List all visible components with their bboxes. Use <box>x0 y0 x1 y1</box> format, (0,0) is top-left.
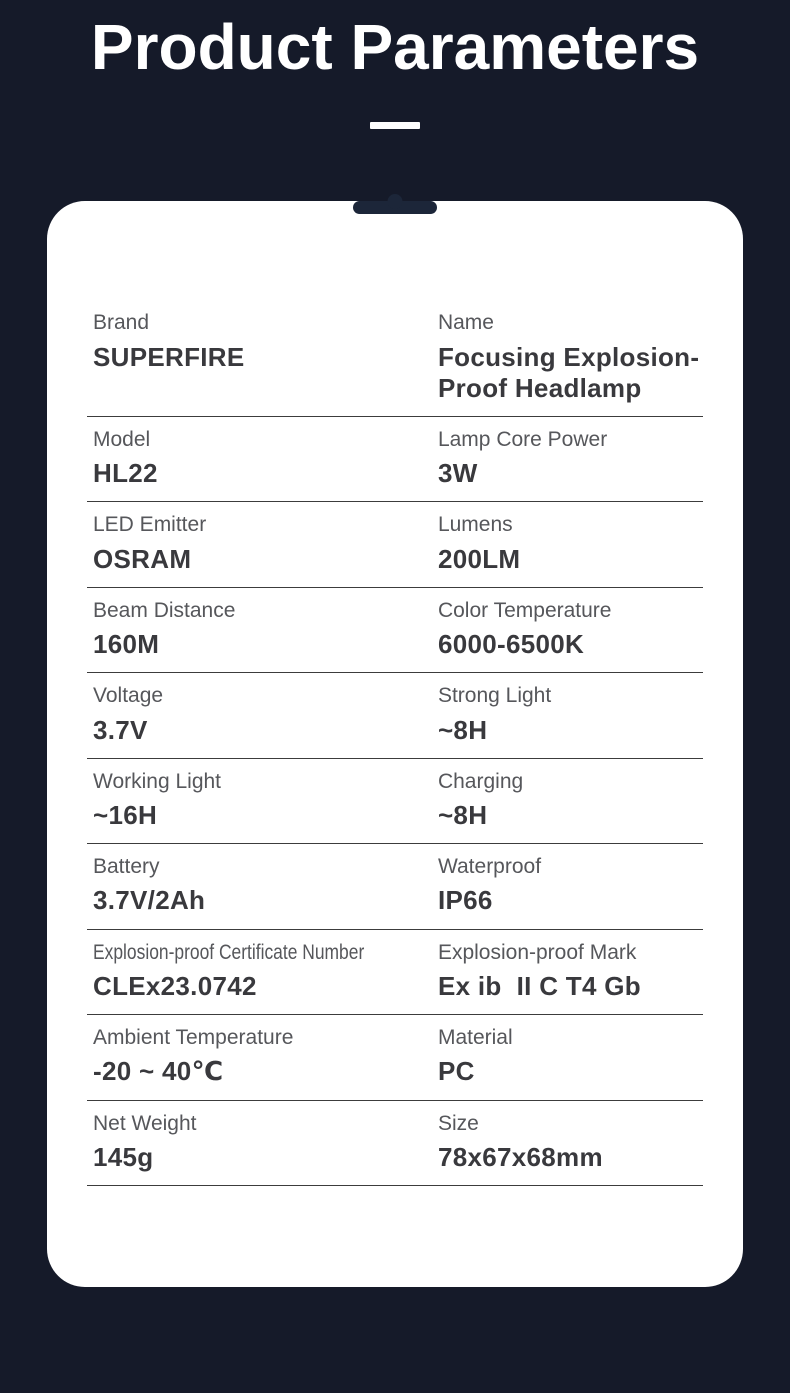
param-label: Explosion-proof Certificate Number <box>93 940 365 964</box>
table-row <box>87 1015 703 1100</box>
param-label: Model <box>93 428 151 452</box>
param-label: Ambient Temperature <box>93 1026 294 1050</box>
param-label: Strong Light <box>437 684 552 708</box>
param-cell <box>432 683 703 745</box>
param-cell <box>432 1111 703 1173</box>
param-cell <box>432 598 703 660</box>
param-cell <box>87 310 432 404</box>
param-value: 6000-6500K <box>437 629 585 660</box>
param-cell <box>87 940 432 1002</box>
param-value: Ex ib II C T4 Gb <box>437 970 641 1001</box>
param-value: PC <box>437 1056 475 1087</box>
table-row <box>87 930 703 1015</box>
param-label: Lamp Core Power <box>437 428 608 452</box>
table-row <box>87 759 703 844</box>
parameters-table <box>87 300 703 1186</box>
param-value: 78x67x68mm <box>437 1141 603 1172</box>
param-label: Name <box>437 311 494 335</box>
param-value: ~8H <box>437 800 488 831</box>
param-cell <box>87 427 432 489</box>
param-cell <box>87 769 432 831</box>
param-value: 3W <box>437 458 478 489</box>
param-cell <box>87 683 432 745</box>
param-value: OSRAM <box>93 543 192 574</box>
param-value: 3.7V/2Ah <box>93 885 206 916</box>
param-label: Explosion-proof Mark <box>437 940 637 964</box>
param-cell <box>432 854 703 916</box>
param-cell <box>87 1025 432 1087</box>
param-value: 160M <box>93 629 160 660</box>
param-value: CLEx23.0742 <box>93 970 257 1001</box>
title-underline <box>370 122 420 129</box>
param-label: Working Light <box>93 769 222 793</box>
param-cell <box>87 512 432 574</box>
param-label: Lumens <box>437 513 513 537</box>
param-label: LED Emitter <box>93 513 207 537</box>
param-cell <box>432 310 703 404</box>
param-value: 145g <box>93 1141 154 1172</box>
param-label: Material <box>437 1026 513 1050</box>
table-row <box>87 1101 703 1186</box>
table-row <box>87 502 703 587</box>
param-label: Size <box>437 1111 479 1135</box>
param-value: Focusing Explosion-Proof Headlamp <box>437 341 700 403</box>
param-value: IP66 <box>437 885 493 916</box>
page-title: Product Parameters <box>90 11 700 83</box>
param-cell <box>432 940 703 1002</box>
param-label: Brand <box>93 311 150 335</box>
table-row <box>87 673 703 758</box>
param-cell <box>432 512 703 574</box>
card-handle-icon <box>353 201 437 214</box>
param-value: ~8H <box>437 714 488 745</box>
param-value: ~16H <box>93 800 158 831</box>
param-cell <box>87 854 432 916</box>
param-label: Waterproof <box>437 855 542 879</box>
param-label: Beam Distance <box>93 598 236 622</box>
table-row <box>87 588 703 673</box>
param-value: 3.7V <box>93 714 148 745</box>
param-value: -20 ~ 40℃ <box>93 1056 224 1087</box>
table-row <box>87 844 703 929</box>
param-cell <box>432 769 703 831</box>
param-label: Color Temperature <box>437 598 612 622</box>
param-label: Net Weight <box>93 1111 197 1135</box>
table-row <box>87 300 703 417</box>
param-value: HL22 <box>93 458 158 489</box>
param-label: Charging <box>437 769 524 793</box>
parameters-card <box>47 201 743 1287</box>
param-cell <box>87 1111 432 1173</box>
table-row <box>87 417 703 502</box>
param-value: SUPERFIRE <box>93 341 245 372</box>
param-cell <box>432 1025 703 1087</box>
param-label: Voltage <box>93 684 164 708</box>
param-value: 200LM <box>437 543 521 574</box>
param-cell <box>432 427 703 489</box>
param-cell <box>87 598 432 660</box>
param-label: Battery <box>93 855 160 879</box>
